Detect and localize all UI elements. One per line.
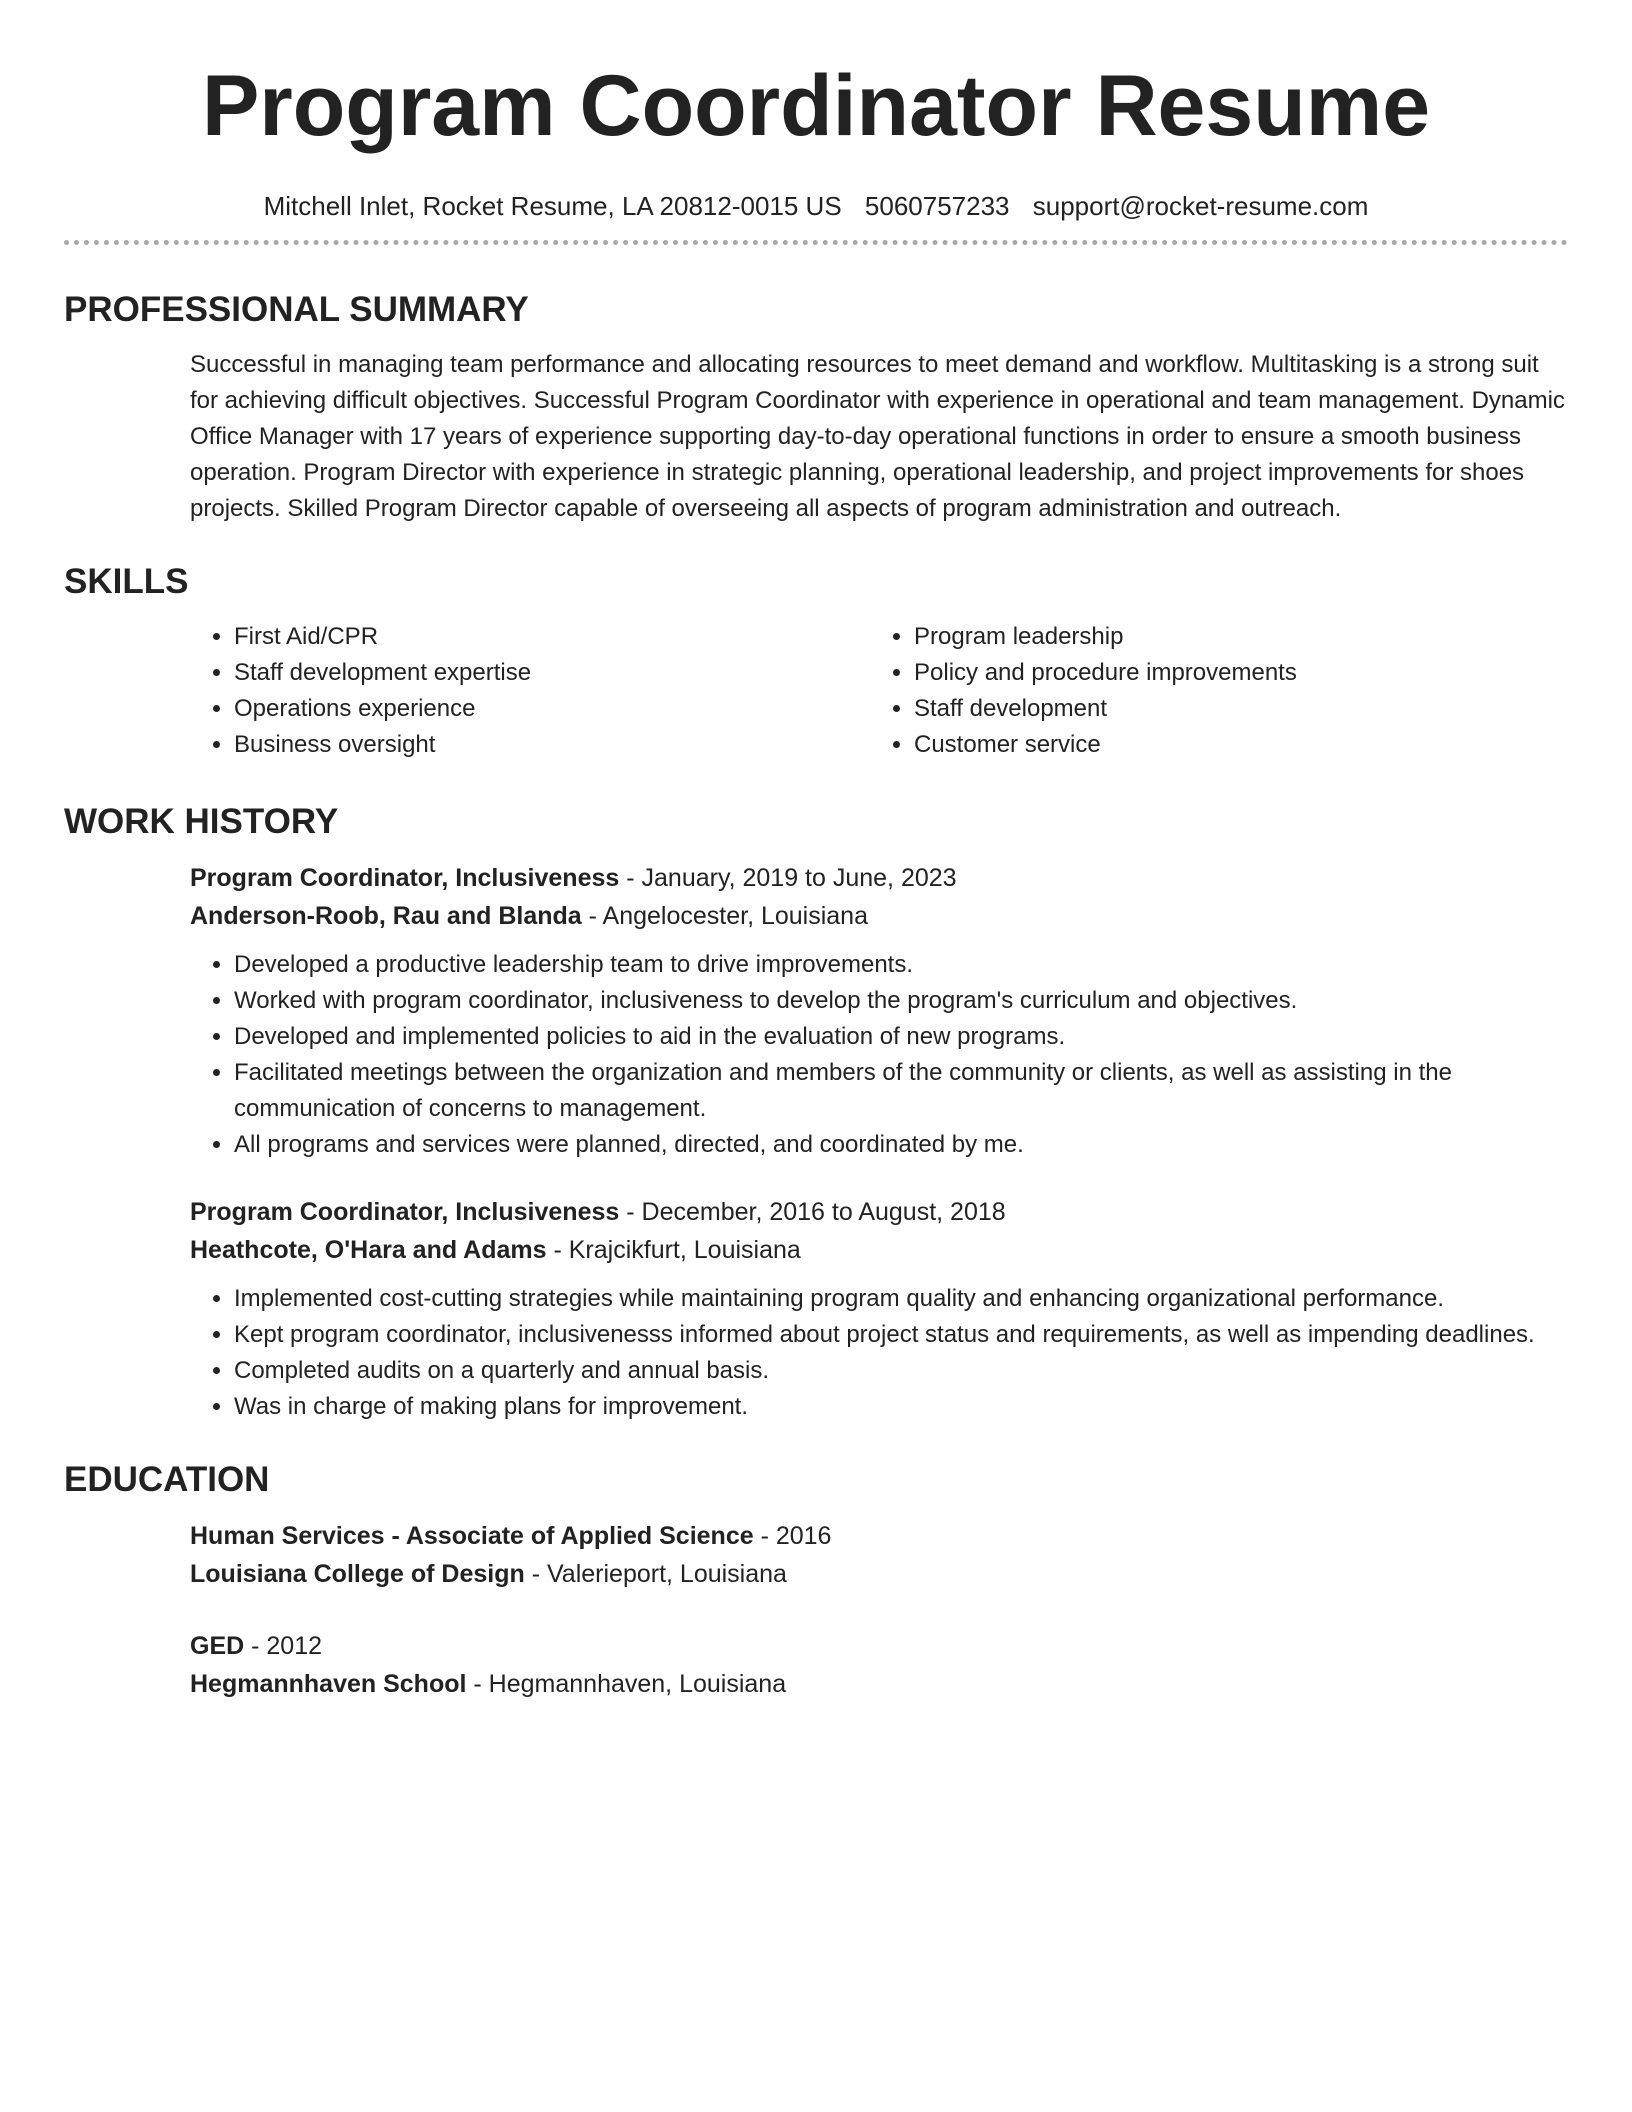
job-bullet: • Developed and implemented policies to aid in the evaluation of new programs.	[234, 1019, 1568, 1055]
skills-heading: SKILLS	[64, 562, 189, 601]
job-bullet: • Facilitated meetings between the organization and members of the community or clients, as well as assisting in the communication of concerns to management.	[234, 1055, 1568, 1127]
education-location: - Valerieport, Louisiana	[524, 1560, 787, 1588]
education-degree-line	[190, 1517, 1568, 1555]
contact-address: Mitchell Inlet, Rocket Resume, LA 20812-0015 US	[263, 191, 842, 221]
job-entry	[64, 1193, 1568, 1425]
job-bullet: • All programs and services were planned, directed, and coordinated by me.	[234, 1127, 1568, 1163]
education-heading: EDUCATION	[64, 1460, 270, 1499]
job-company-line	[190, 897, 1568, 935]
job-location: - Krajcikfurt, Louisiana	[546, 1236, 801, 1264]
summary-section	[64, 289, 1568, 527]
education-section	[64, 1459, 1568, 1703]
work-section	[64, 801, 1568, 1425]
contact-line	[64, 190, 1568, 222]
job-title-line	[190, 1193, 1568, 1231]
education-school: Louisiana College of Design	[190, 1560, 525, 1588]
education-location: - Hegmannhaven, Louisiana	[466, 1670, 787, 1698]
work-heading: WORK HISTORY	[64, 802, 339, 841]
education-school-line	[190, 1555, 1568, 1593]
skill-item: • Staff development expertise	[234, 655, 870, 691]
job-company: Heathcote, O'Hara and Adams	[190, 1236, 547, 1264]
contact-phone: 5060757233	[864, 191, 1010, 221]
job-bullet: • Kept program coordinator, inclusivenesss informed about project status and requirements, as well as impending deadlines.	[234, 1317, 1568, 1353]
education-degree: Human Services - Associate of Applied Science	[190, 1522, 754, 1550]
education-school-line	[190, 1665, 1568, 1703]
summary-text: Successful in managing team performance and allocating resources to meet demand and workflow. Multitasking is a strong suit for achieving difficult objectives. Successful Program Coordinator with experience in operational and team management. Dynamic Office Manager with 17 years of experience supporting day-to-day operational functions in order to ensure a smooth business operation. Program Director with experience in strategic planning, operational leadership, and project improvements for shoes projects. Skilled Program Director capable of overseeing all aspects of program administration and outreach.	[190, 351, 1565, 522]
education-degree: GED	[190, 1632, 245, 1660]
summary-heading: PROFESSIONAL SUMMARY	[64, 290, 529, 329]
skill-item: • Program leadership	[914, 619, 1550, 655]
skills-list-right	[870, 619, 1550, 763]
job-company: Anderson-Roob, Rau and Blanda	[190, 902, 582, 930]
skills-grid	[64, 619, 1568, 763]
skill-item: • Business oversight	[234, 727, 870, 763]
skills-list-left	[190, 619, 870, 763]
resume-title: Program Coordinator Resume	[201, 58, 1431, 154]
skill-item: • Operations experience	[234, 691, 870, 727]
job-bullet: • Developed a productive leadership team to drive improvements.	[234, 947, 1568, 983]
job-company-line	[190, 1231, 1568, 1269]
education-year: - 2012	[244, 1632, 323, 1660]
skills-section	[64, 561, 1568, 763]
contact-email: support@rocket-resume.com	[1032, 191, 1369, 221]
job-bullet: • Worked with program coordinator, inclusiveness to develop the program's curriculum and objectives.	[234, 983, 1568, 1019]
job-title: Program Coordinator, Inclusiveness	[190, 1198, 620, 1226]
skill-item: • Customer service	[914, 727, 1550, 763]
job-entry	[64, 859, 1568, 1163]
education-school: Hegmannhaven School	[190, 1670, 467, 1698]
job-bullets	[190, 947, 1568, 1163]
job-title-line	[190, 859, 1568, 897]
skill-item: • Policy and procedure improvements	[914, 655, 1550, 691]
education-entry	[64, 1627, 1568, 1703]
education-year: - 2016	[753, 1522, 832, 1550]
job-bullet: • Completed audits on a quarterly and annual basis.	[234, 1353, 1568, 1389]
job-bullet: • Was in charge of making plans for improvement.	[234, 1389, 1568, 1425]
job-dates: - December, 2016 to August, 2018	[619, 1198, 1006, 1226]
skill-item: • First Aid/CPR	[234, 619, 870, 655]
job-bullets	[190, 1281, 1568, 1425]
job-title: Program Coordinator, Inclusiveness	[190, 864, 620, 892]
education-entry	[64, 1517, 1568, 1593]
job-bullet: • Implemented cost-cutting strategies while maintaining program quality and enhancing organizational performance.	[234, 1281, 1568, 1317]
job-location: - Angelocester, Louisiana	[581, 902, 868, 930]
education-degree-line	[190, 1627, 1568, 1665]
job-dates: - January, 2019 to June, 2023	[619, 864, 957, 892]
skill-item: • Staff development	[914, 691, 1550, 727]
summary-body	[64, 347, 1568, 527]
header-divider	[64, 240, 1568, 245]
